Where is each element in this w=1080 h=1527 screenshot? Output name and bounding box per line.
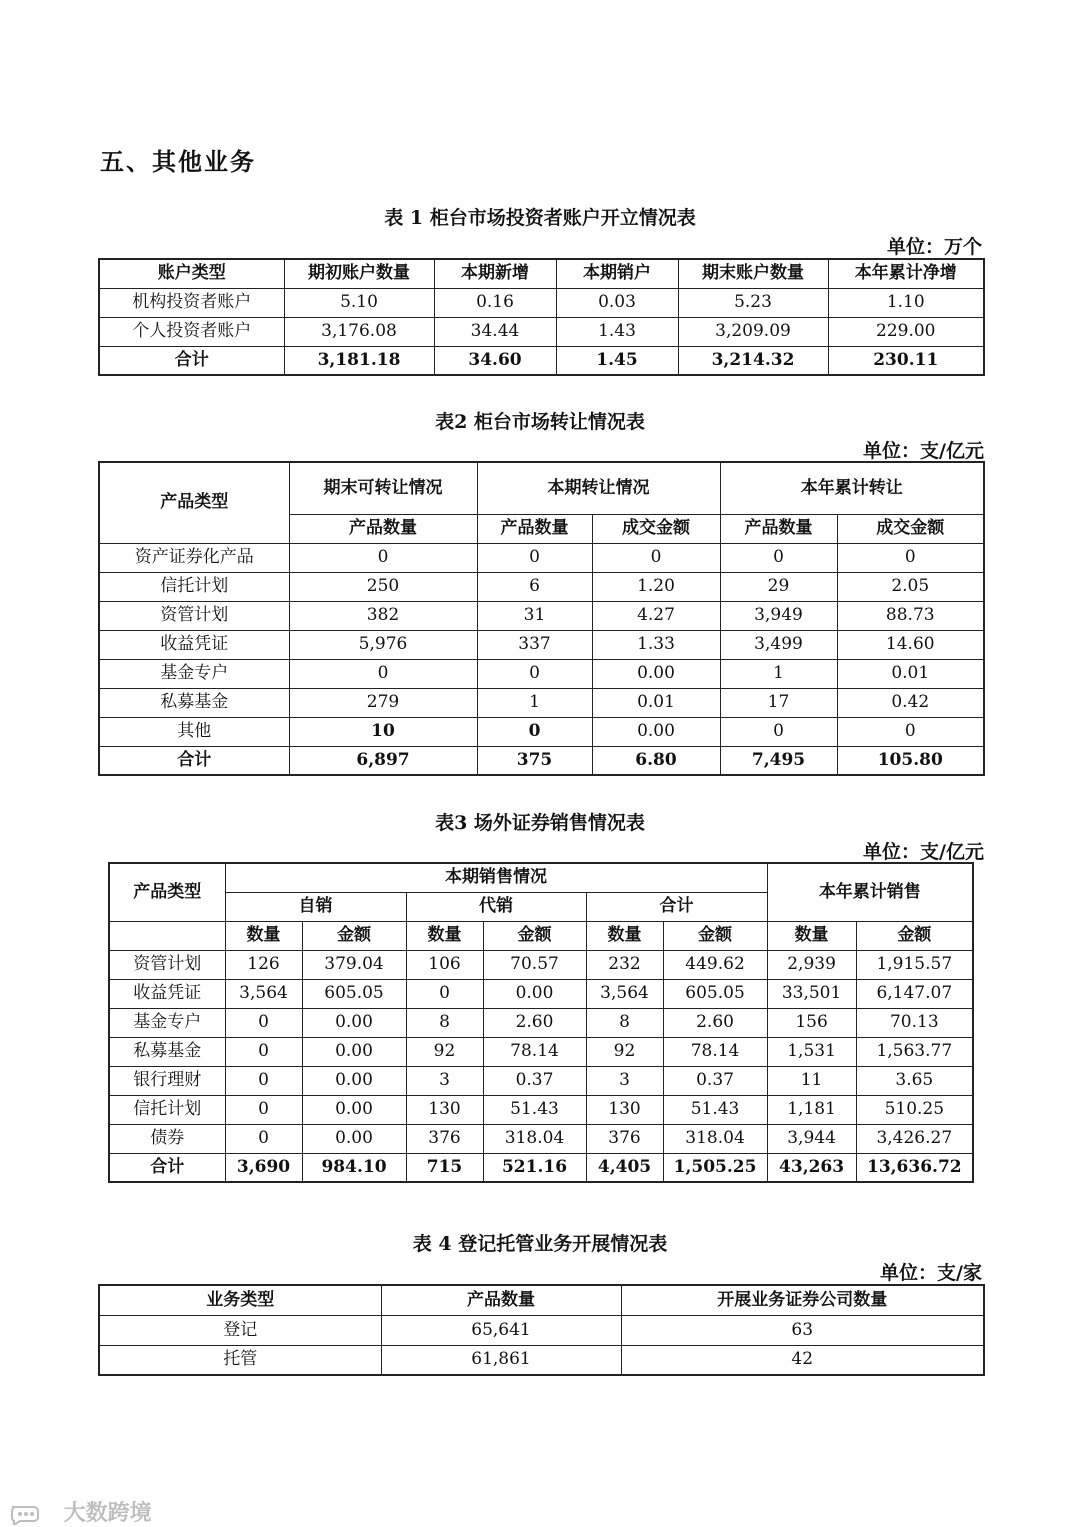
table-cell: 3,176.08	[284, 317, 434, 346]
table-cell: 0	[225, 1037, 302, 1066]
table-cell: 机构投资者账户	[99, 288, 284, 317]
table-cell: 449.62	[663, 950, 767, 979]
table-cell: 0	[289, 543, 477, 572]
table2-header-cell: 本年累计转让	[720, 462, 984, 514]
table-cell: 银行理财	[109, 1066, 225, 1095]
table1-header-cell: 期末账户数量	[678, 259, 828, 288]
table-cell: 7,495	[720, 746, 837, 775]
table-cell: 88.73	[837, 601, 984, 630]
table-cell: 279	[289, 688, 477, 717]
table-cell: 17	[720, 688, 837, 717]
table-cell: 92	[406, 1037, 483, 1066]
table-cell: 715	[406, 1153, 483, 1182]
table-cell: 0	[477, 659, 592, 688]
table-row	[99, 630, 984, 659]
table-cell: 605.05	[663, 979, 767, 1008]
table-cell: 0	[225, 1008, 302, 1037]
table3-header-cell: 合计	[586, 892, 767, 921]
table-cell: 0.00	[302, 1066, 406, 1095]
table-cell: 6.80	[592, 746, 720, 775]
table2-header-cell: 期末可转让情况	[289, 462, 477, 514]
table3	[108, 862, 974, 1183]
table-cell: 2.60	[663, 1008, 767, 1037]
table-cell: 1.33	[592, 630, 720, 659]
table-cell: 3,209.09	[678, 317, 828, 346]
table-cell: 0.00	[302, 1037, 406, 1066]
table-cell: 3,944	[767, 1124, 856, 1153]
table1-caption: 表 1 柜台市场投资者账户开立情况表	[384, 207, 696, 229]
table1-unit: 单位：万个	[886, 236, 982, 258]
table-cell: 1	[720, 659, 837, 688]
table4	[98, 1284, 985, 1376]
table3-header-cell: 数量	[586, 921, 663, 950]
table-cell: 3,499	[720, 630, 837, 659]
table3-header-cell: 金额	[302, 921, 406, 950]
table2-header-cell: 产品数量	[720, 514, 837, 543]
table-row	[99, 601, 984, 630]
table-cell: 0.37	[663, 1066, 767, 1095]
table-cell: 318.04	[663, 1124, 767, 1153]
table-cell: 156	[767, 1008, 856, 1037]
table-total-row	[99, 746, 984, 775]
table-cell: 8	[406, 1008, 483, 1037]
table-cell: 资管计划	[109, 950, 225, 979]
table-row	[99, 1315, 984, 1345]
table-cell: 42	[621, 1345, 984, 1375]
table-cell: 4.27	[592, 601, 720, 630]
table-cell: 0.00	[302, 1008, 406, 1037]
section-title: 五、其他业务	[100, 147, 256, 176]
table4-caption: 表 4 登记托管业务开展情况表	[412, 1233, 668, 1255]
table-cell: 34.44	[434, 317, 556, 346]
table4-header-cell: 产品数量	[381, 1285, 621, 1315]
table2-header-cell: 成交金额	[592, 514, 720, 543]
table2-header-cell: 本期转让情况	[477, 462, 720, 514]
table-cell: 基金专户	[99, 659, 289, 688]
table-cell: 605.05	[302, 979, 406, 1008]
table-cell: 3.65	[856, 1066, 973, 1095]
table-cell: 29	[720, 572, 837, 601]
table-cell: 托管	[99, 1345, 381, 1375]
table-row	[109, 1066, 973, 1095]
table-cell: 43,263	[767, 1153, 856, 1182]
table-cell: 3,949	[720, 601, 837, 630]
table-cell: 0.00	[592, 717, 720, 746]
table-cell: 229.00	[828, 317, 984, 346]
table-row	[99, 543, 984, 572]
table-cell: 2.60	[483, 1008, 586, 1037]
table4-header-row	[99, 1285, 984, 1315]
table-cell: 0.16	[434, 288, 556, 317]
table-cell: 4,405	[586, 1153, 663, 1182]
table-cell: 0	[837, 543, 984, 572]
table-cell: 0.42	[837, 688, 984, 717]
table-total-row	[99, 346, 984, 375]
table-cell: 5.23	[678, 288, 828, 317]
table3-header-cell: 数量	[406, 921, 483, 950]
table-cell: 私募基金	[99, 688, 289, 717]
table-cell: 0.00	[592, 659, 720, 688]
table-row	[99, 688, 984, 717]
table-cell: 3,214.32	[678, 346, 828, 375]
table-cell: 31	[477, 601, 592, 630]
table1-header-cell: 期初账户数量	[284, 259, 434, 288]
table-cell: 337	[477, 630, 592, 659]
table-cell: 1,563.77	[856, 1037, 973, 1066]
table-cell: 合计	[99, 346, 284, 375]
table-cell: 0.03	[556, 288, 678, 317]
table-cell: 3	[406, 1066, 483, 1095]
watermark-text: 大数跨境	[63, 1501, 152, 1526]
table-cell: 510.25	[856, 1095, 973, 1124]
table-cell: 0	[720, 717, 837, 746]
table-cell: 0	[225, 1095, 302, 1124]
table-cell: 11	[767, 1066, 856, 1095]
table-cell: 个人投资者账户	[99, 317, 284, 346]
table-cell: 70.13	[856, 1008, 973, 1037]
table2	[98, 461, 985, 776]
chat-bubble-icon	[8, 1503, 56, 1525]
table2-header-cell: 产品类型	[99, 462, 289, 543]
table-cell: 521.16	[483, 1153, 586, 1182]
table-row	[99, 1345, 984, 1375]
table-cell: 2,939	[767, 950, 856, 979]
table-cell: 其他	[99, 717, 289, 746]
table3-header-cell: 代销	[406, 892, 586, 921]
table3-subheader-row	[109, 921, 973, 950]
table-row	[109, 1037, 973, 1066]
table-cell: 51.43	[483, 1095, 586, 1124]
table-cell: 1,915.57	[856, 950, 973, 979]
table-cell: 61,861	[381, 1345, 621, 1375]
table-cell: 984.10	[302, 1153, 406, 1182]
table-cell: 126	[225, 950, 302, 979]
table-cell: 78.14	[483, 1037, 586, 1066]
table-cell: 10	[289, 717, 477, 746]
table-cell: 0	[289, 659, 477, 688]
table-cell: 232	[586, 950, 663, 979]
table-cell: 3,181.18	[284, 346, 434, 375]
table-cell: 基金专户	[109, 1008, 225, 1037]
table3-caption: 表3 场外证券销售情况表	[435, 812, 645, 834]
table-cell: 6,897	[289, 746, 477, 775]
table-cell: 318.04	[483, 1124, 586, 1153]
table-cell: 375	[477, 746, 592, 775]
table4-header-cell: 业务类型	[99, 1285, 381, 1315]
table-total-row	[109, 1153, 973, 1182]
table1-header-row	[99, 259, 984, 288]
table3-header-cell: 产品类型	[109, 863, 225, 921]
table-row	[99, 288, 984, 317]
table-cell: 130	[586, 1095, 663, 1124]
table-cell: 106	[406, 950, 483, 979]
table2-caption: 表2 柜台市场转让情况表	[435, 411, 645, 433]
table-cell: 1,531	[767, 1037, 856, 1066]
table-cell: 376	[406, 1124, 483, 1153]
table-cell: 0.00	[302, 1095, 406, 1124]
table2-header-cell: 产品数量	[477, 514, 592, 543]
table-cell: 13,636.72	[856, 1153, 973, 1182]
table-cell: 0	[225, 1066, 302, 1095]
table2-header-cell: 成交金额	[837, 514, 984, 543]
table1-header-cell: 本年累计净增	[828, 259, 984, 288]
table3-header-cell: 数量	[225, 921, 302, 950]
table-cell: 65,641	[381, 1315, 621, 1345]
table2-header-cell: 产品数量	[289, 514, 477, 543]
table-cell: 合计	[99, 746, 289, 775]
table-cell: 130	[406, 1095, 483, 1124]
table-cell: 合计	[109, 1153, 225, 1182]
table-cell: 8	[586, 1008, 663, 1037]
table-cell: 3,690	[225, 1153, 302, 1182]
table-row	[109, 1008, 973, 1037]
table4-unit: 单位：支/家	[880, 1262, 982, 1284]
table-cell: 5,976	[289, 630, 477, 659]
table-cell: 78.14	[663, 1037, 767, 1066]
table-cell: 0	[406, 979, 483, 1008]
table-cell: 资管计划	[99, 601, 289, 630]
table-cell: 0.01	[837, 659, 984, 688]
table-cell: 1.45	[556, 346, 678, 375]
table-row	[99, 659, 984, 688]
table-row	[99, 317, 984, 346]
table-cell: 382	[289, 601, 477, 630]
table2-header-row	[99, 462, 984, 514]
table-cell: 1,181	[767, 1095, 856, 1124]
table-cell: 0	[477, 543, 592, 572]
table-cell: 0	[720, 543, 837, 572]
table-cell: 92	[586, 1037, 663, 1066]
table3-header-cell: 数量	[767, 921, 856, 950]
table-cell: 3,426.27	[856, 1124, 973, 1153]
table-row	[99, 572, 984, 601]
table-cell: 登记	[99, 1315, 381, 1345]
table-cell: 1.20	[592, 572, 720, 601]
table1-header-cell: 本期新增	[434, 259, 556, 288]
table-cell: 0.00	[302, 1124, 406, 1153]
table-cell: 6	[477, 572, 592, 601]
table-cell: 1	[477, 688, 592, 717]
table-cell: 14.60	[837, 630, 984, 659]
table-cell: 1.10	[828, 288, 984, 317]
table3-header-cell: 金额	[483, 921, 586, 950]
table-cell: 私募基金	[109, 1037, 225, 1066]
table-cell: 信托计划	[99, 572, 289, 601]
table-cell: 3,564	[586, 979, 663, 1008]
table-cell: 3,564	[225, 979, 302, 1008]
table3-header-row	[109, 863, 973, 892]
table-cell: 5.10	[284, 288, 434, 317]
table-cell: 收益凭证	[99, 630, 289, 659]
table4-header-cell: 开展业务证券公司数量	[621, 1285, 984, 1315]
table-cell: 34.60	[434, 346, 556, 375]
table1-header-cell: 账户类型	[99, 259, 284, 288]
table-cell: 105.80	[837, 746, 984, 775]
table2-unit: 单位：支/亿元	[863, 440, 984, 462]
watermark	[8, 1496, 152, 1527]
table-cell: 0	[225, 1124, 302, 1153]
table-cell: 379.04	[302, 950, 406, 979]
table-cell: 0	[837, 717, 984, 746]
table-cell: 信托计划	[109, 1095, 225, 1124]
table-row	[109, 1095, 973, 1124]
table-cell: 6,147.07	[856, 979, 973, 1008]
table-row	[109, 979, 973, 1008]
table-cell: 0.37	[483, 1066, 586, 1095]
table-cell: 63	[621, 1315, 984, 1345]
table-cell: 资产证券化产品	[99, 543, 289, 572]
table-cell: 2.05	[837, 572, 984, 601]
table3-unit: 单位：支/亿元	[863, 841, 984, 863]
table3-header-cell: 本期销售情况	[225, 863, 767, 892]
table-cell: 0.01	[592, 688, 720, 717]
table-cell: 1,505.25	[663, 1153, 767, 1182]
table3-header-cell: 金额	[856, 921, 973, 950]
table3-header-cell: 金额	[663, 921, 767, 950]
table1-header-cell: 本期销户	[556, 259, 678, 288]
table-cell: 230.11	[828, 346, 984, 375]
table-cell: 51.43	[663, 1095, 767, 1124]
table3-empty-cell	[109, 921, 225, 950]
table1	[98, 258, 985, 376]
table-row	[109, 950, 973, 979]
table3-header-cell: 自销	[225, 892, 406, 921]
table-cell: 0	[477, 717, 592, 746]
table-cell: 0	[592, 543, 720, 572]
table-cell: 250	[289, 572, 477, 601]
table-cell: 3	[586, 1066, 663, 1095]
table-cell: 1.43	[556, 317, 678, 346]
table-cell: 33,501	[767, 979, 856, 1008]
table-cell: 0.00	[483, 979, 586, 1008]
table-row	[99, 717, 984, 746]
table-cell: 70.57	[483, 950, 586, 979]
table-cell: 376	[586, 1124, 663, 1153]
table3-header-cell: 本年累计销售	[767, 863, 973, 921]
table-cell: 债券	[109, 1124, 225, 1153]
table-row	[109, 1124, 973, 1153]
table-cell: 收益凭证	[109, 979, 225, 1008]
